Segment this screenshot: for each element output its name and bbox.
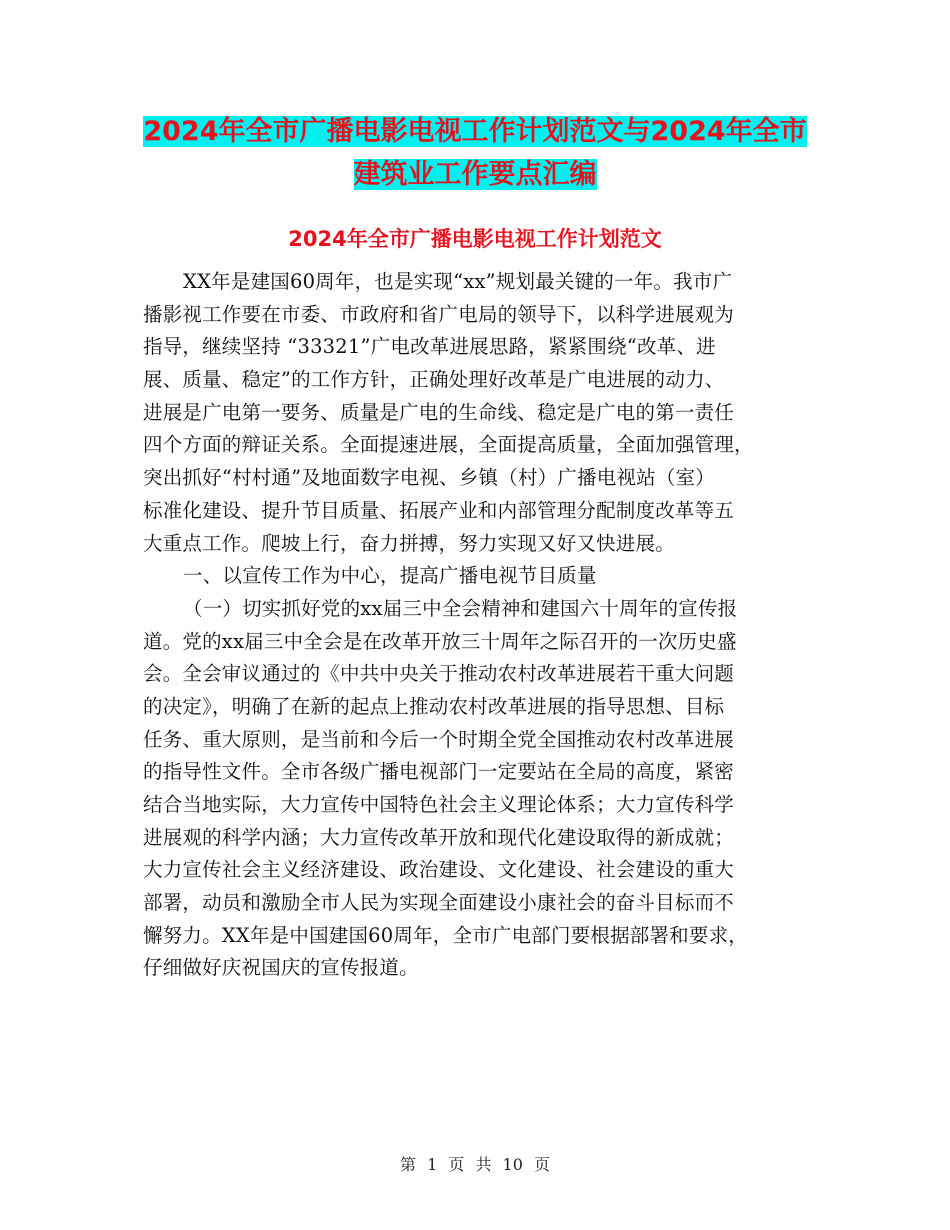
- body-line: 四个方面的辩证关系。全面提速进展，全面提高质量，全面加强管理，: [143, 433, 754, 457]
- body-line: 会。全会审议通过的《中共中央关于推动农村改革进展若干重大问题: [143, 662, 735, 686]
- document-title-line-2: 建筑业工作要点汇编: [353, 159, 597, 190]
- body-line: 进展是广电第一要务、质量是广电的生命线、稳定是广电的第一责任: [143, 400, 735, 424]
- body-line: 突出抓好“村村通”及地面数字电视、乡镇（村）广播电视站（室）: [143, 466, 715, 490]
- body-line: XX年是建国60周年，也是实现“xx”规划最关键的一年。我市广: [183, 270, 733, 293]
- body-line: （一）切实抓好党的xx届三中全会精神和建国六十周年的宣传报: [183, 596, 738, 620]
- body-line: 播影视工作要在市委、市政府和省广电局的领导下，以科学进展观为: [143, 302, 735, 326]
- body-line: 仔细做好庆祝国庆的宣传报道。: [143, 956, 419, 980]
- document-title-line-1: 2024年全市广播电影电视工作计划范文与2024年全市: [143, 116, 807, 147]
- body-line: 指导，继续坚持 “33321”广电改革进展思路，紧紧围绕“改革、进: [143, 335, 716, 359]
- body-line: 大重点工作。爬坡上行，奋力拼搏，努力实现又好又快进展。: [143, 531, 675, 555]
- section-heading: 一、以宣传工作为中心，提高广播电视节目质量: [183, 564, 597, 588]
- body-line: 任务、重大原则，是当前和今后一个时期全党全国推动农村改革进展: [143, 727, 735, 751]
- page-footer: 第 1 页 共 10 页: [400, 1155, 550, 1174]
- body-line: 的指导性文件。全市各级广播电视部门一定要站在全局的高度，紧密: [143, 760, 735, 784]
- body-line: 展、质量、稳定”的工作方针，正确处理好改革是广电进展的动力、: [143, 368, 725, 392]
- body-line: 懈努力。XX年是中国建国60周年，全市广电部门要根据部署和要求，: [143, 923, 748, 947]
- body-line: 部署，动员和激励全市人民为实现全面建设小康社会的奋斗目标而不: [143, 891, 735, 915]
- body-line: 结合当地实际，大力宣传中国特色社会主义理论体系；大力宣传科学: [143, 793, 735, 816]
- body-text: [143, 266, 803, 985]
- section-title: 2024年全市广播电影电视工作计划范文: [288, 227, 662, 251]
- body-line: 进展观的科学内涵；大力宣传改革开放和现代化建设取得的新成就；: [143, 825, 735, 849]
- body-line: 的决定》，明确了在新的起点上推动农村改革进展的指导思想、目标: [143, 694, 725, 718]
- body-line: 大力宣传社会主义经济建设、政治建设、文化建设、社会建设的重大: [143, 858, 735, 882]
- body-line: 标准化建设、提升节目质量、拓展产业和内部管理分配制度改革等五: [143, 498, 735, 522]
- body-line: 道。党的xx届三中全会是在改革开放三十周年之际召开的一次历史盛: [143, 629, 737, 653]
